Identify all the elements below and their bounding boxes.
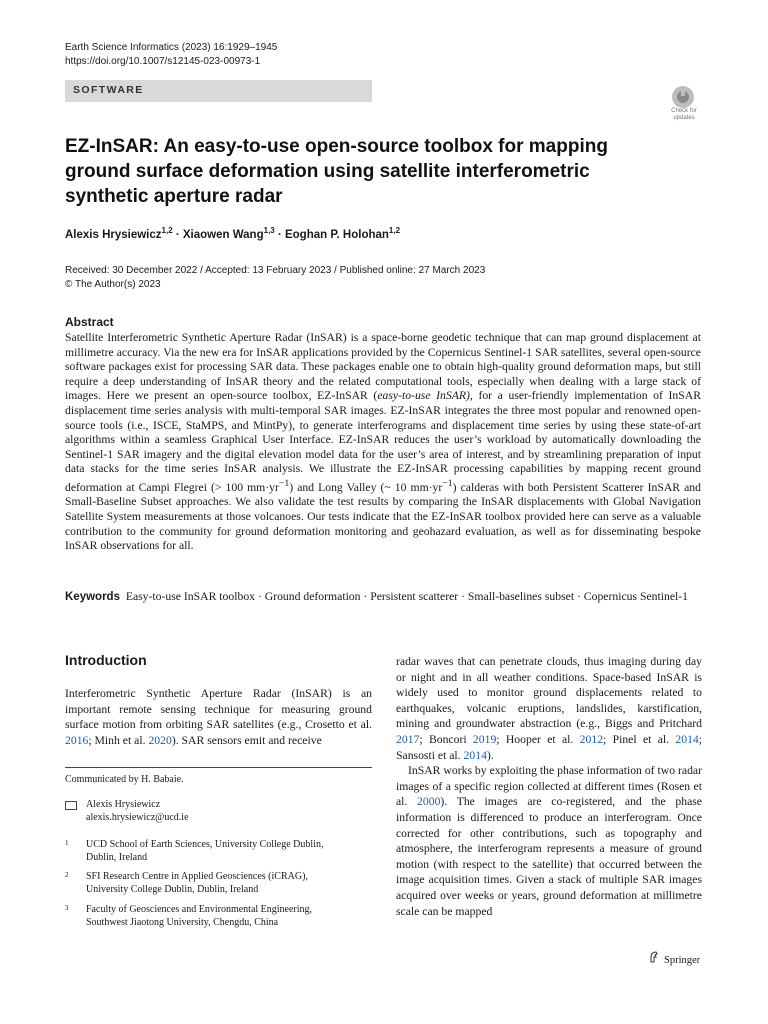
author-name[interactable]: Alexis Hrysiewicz [65, 228, 162, 241]
affiliation-number: 2 [65, 871, 69, 879]
intro-text-part: ). The images are co-registered, and the phase information is differenced to produce an interferogram. Once corrected for other contributions, such as topography and atmosphere, the interferogram represents a measure of ground motion (with respect to the satellite) that occurred between the image acquisition times. Given a stack of multiple SAR images acquired over weeks or years, ground deformation at millimetre scale can be mapped [396, 795, 702, 918]
author-separator: · [172, 228, 183, 241]
check-updates-line2: updates [673, 115, 695, 121]
intro-text-part: ; Pinel et al. [603, 732, 676, 746]
check-updates-label [664, 108, 704, 122]
keywords-text: Easy-to-use InSAR toolbox · Ground deformation · Persistent scatterer · Small-baselines subset · Copernicus Sentinel-1 [125, 590, 688, 603]
affiliation-line: Faculty of Geosciences and Environmental Engineering, [86, 904, 313, 915]
abstract-text [65, 331, 701, 554]
affiliation-line: SFI Research Centre in Applied Geosciences (iCRAG), [86, 871, 308, 882]
keywords [65, 590, 701, 605]
intro-text-part: radar waves that can penetrate clouds, thus imaging during day or night and in all weather conditions. Space-based InSAR is widely used to monitor ground displacements related to earthquakes, volcanic eruptions, landslides, karstification, mining and groundwater abstraction (e.g., Biggs and Pritchard [396, 655, 702, 731]
author-name[interactable]: Xiaowen Wang [182, 228, 264, 241]
communicated-by: Communicated by H. Babaie. [65, 774, 184, 785]
citation-link[interactable]: 2000 [417, 795, 441, 809]
article-type-banner [65, 80, 372, 102]
intro-text-part: InSAR works by exploiting the phase information of two radar images of a specific region collected at different times (Rosen et al. [396, 764, 702, 809]
journal-citation [65, 41, 277, 69]
affiliation-number: 3 [65, 904, 69, 912]
footnote-divider [65, 767, 372, 768]
check-updates-line1: Check for [671, 108, 697, 114]
author-list [65, 226, 400, 241]
check-for-updates-button[interactable] [664, 86, 704, 124]
abstract-superscript: −1 [278, 477, 290, 489]
keywords-label: Keywords [65, 591, 120, 603]
paper-title: EZ-InSAR: An easy-to-use open-source toolbox for mapping ground surface deformation using satellite interferometric synthetic aperture radar [65, 136, 608, 207]
intro-paragraph [396, 654, 702, 763]
introduction-heading: Introduction [65, 652, 147, 668]
article-type-label: SOFTWARE [73, 84, 144, 96]
intro-paragraph [396, 763, 702, 919]
abstract-part: ) calderas with both Persistent Scatterer InSAR and Small-Baseline Subset approaches. We also validate the test results by comparing the InSAR displacements with Global Navigation Satellite System measurements at those volcanoes. Our tests indicate that the EZ-InSAR toolbox provided here can serve as a valuable contribution to the community for ground deformation monitoring and geohazard evaluation, as well as for disseminating bespoke InSAR observations for all. [65, 480, 701, 553]
abstract-part: ) and Long Valley (~ 10 mm·yr [289, 480, 443, 494]
citation-link[interactable]: 2014 [675, 732, 699, 746]
email-link[interactable]: alexis.hrysiewicz@ucd.ie [86, 811, 189, 823]
abstract-emphasis: easy-to-use InSAR), [377, 389, 473, 403]
affiliation-line: Dublin, Ireland [86, 851, 148, 863]
intro-text-part: ; Minh et al. [88, 733, 149, 747]
citation-link[interactable]: 2020 [148, 733, 172, 747]
corresponding-name: Alexis Hrysiewicz [86, 799, 161, 810]
citation-link[interactable]: 2014 [463, 748, 487, 762]
check-updates-icon [672, 86, 694, 108]
journal-line: Earth Science Informatics (2023) 16:1929–1945 [65, 42, 278, 53]
author-separator: · [274, 228, 285, 241]
author-affiliation: 1,2 [388, 226, 401, 235]
affiliation-line: UCD School of Earth Sciences, University College Dublin, [86, 839, 324, 850]
copyright: © The Author(s) 2023 [65, 279, 161, 290]
author-affiliation: 1,3 [263, 226, 275, 235]
history-dates: Received: 30 December 2022 / Accepted: 13 February 2023 / Published online: 27 March 2023 [65, 265, 486, 276]
author-name[interactable]: Eoghan P. Holohan [284, 228, 389, 241]
affiliation-number: 1 [65, 839, 69, 847]
citation-link[interactable]: 2012 [579, 732, 604, 746]
abstract-superscript: −1 [442, 477, 453, 489]
abstract-part: for a user-friendly implementation of InSAR displacement time series analysis with multi-temporal SAR images. EZ-InSAR integrates the three most popular and renowned open-source tools (i.e., ISCE, StaMPS, and MintPy), to generate interferograms and displacement time series by using these state-of-art algorithms within a seamless Graphical User Interface. EZ-InSAR reduces the user’s workload by automatically downloading the Sentinel-1 SAR imagery and the digital elevation model data for the user’s area of interest, and by streamlining preparation of input data stacks for the time series InSAR analysis. We illustrate the EZ-InSAR processing capabilities by mapping recent ground deformation at Campi Flegrei (> 100 mm·yr [65, 389, 701, 494]
intro-text-part: ; Hooper et al. [496, 732, 580, 746]
intro-text-part: ; Boncori [419, 732, 473, 746]
author-affiliation: 1,2 [161, 226, 173, 235]
affiliation-line: Southwest Jiaotong University, Chengdu, China [86, 916, 279, 928]
doi-link[interactable]: https://doi.org/10.1007/s12145-023-00973-1 [65, 56, 261, 67]
affiliation-line: University College Dublin, Dublin, Ireland [86, 883, 259, 895]
intro-text-part: Interferometric Synthetic Aperture Radar (InSAR) is an important remote sensing technique for measuring ground surface motion from orbiting SAR satellites (e.g., Crosetto et al. [65, 687, 372, 732]
introduction-right-column [396, 654, 702, 919]
intro-text-part: ). SAR sensors emit and receive [171, 733, 322, 747]
publisher-footer [648, 951, 700, 966]
citation-link[interactable]: 2017 [396, 732, 420, 746]
publication-dates [65, 264, 485, 292]
citation-link[interactable]: 2019 [472, 732, 497, 746]
abstract-part: Satellite Interferometric Synthetic Aperture Radar (InSAR) is a space-borne geodetic technique that can map ground displacement at millimetre accuracy. Via the new era for InSAR applications provided by the Copernicus Sentinel-1 SAR satellites, several open-source software packages exist for processing SAR data. These packages enable one to obtain high-quality ground deformation maps, but still require a deep understanding of InSAR theory and the related computational tools, especially when dealing with a large stack of images. Here we present an open-source toolbox, EZ-InSAR ( [65, 331, 701, 403]
abstract-heading: Abstract [65, 315, 114, 329]
intro-text-part: ; Sansosti et al. [396, 732, 702, 762]
intro-text-part: ). [486, 748, 494, 762]
envelope-icon [65, 801, 77, 810]
springer-horse-icon [648, 951, 660, 966]
introduction-left-text [65, 686, 372, 748]
citation-link[interactable]: 2016 [65, 733, 89, 747]
publisher-name: Springer [664, 955, 701, 966]
